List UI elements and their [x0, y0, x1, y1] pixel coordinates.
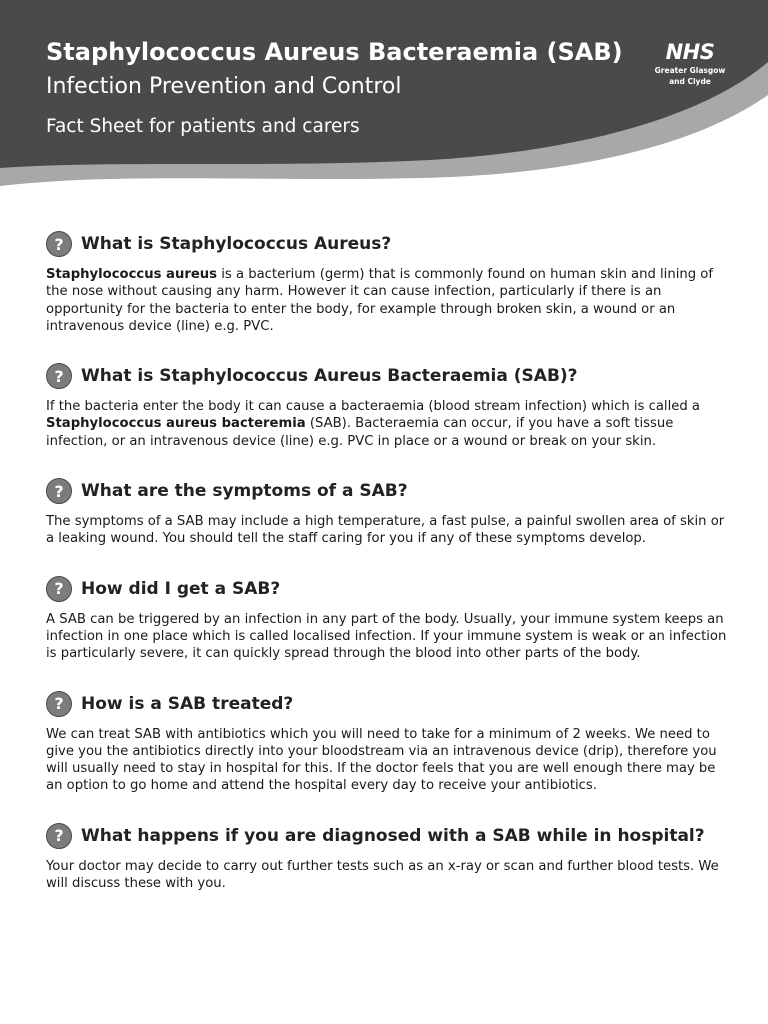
section-heading: How did I get a SAB?: [81, 578, 281, 599]
section-body: [46, 266, 736, 335]
body-text-before: If the bacteria enter the body it can cause a bacteraemia (blood stream infection) which is called a: [46, 399, 701, 415]
section-symptoms: [46, 477, 736, 548]
section-heading-row: [46, 362, 736, 390]
fact-sheet-content: [46, 230, 736, 919]
section-heading: What is Staphylococcus Aureus?: [81, 234, 392, 254]
section-heading-row: [46, 690, 736, 718]
nhs-region-line1: Greater Glasgow: [654, 66, 726, 75]
section-heading: What happens if you are diagnosed with a SAB while in hospital?: [81, 825, 705, 846]
body-text-after: (SAB). Bacteraemia can occur, if you have a soft tissue infection, or an intravenous device (line) e.g. PVC in place or a wound or break on your skin.: [46, 416, 674, 449]
document-title: Staphylococcus Aureus Bacteraemia (SAB): [46, 38, 623, 66]
question-mark-icon: ?: [46, 231, 72, 257]
question-mark-icon: ?: [46, 691, 72, 717]
nhs-region-line2: and Clyde: [669, 77, 711, 86]
fact-sheet-label: Fact Sheet for patients and carers: [46, 116, 360, 137]
section-body: A SAB can be triggered by an infection in any part of the body. Usually, your immune system keeps an infection in one place which is called localised infection. If your immune system is weak or an infection is particularly severe, it can quickly spread through the blood into other parts of the body.: [46, 611, 727, 662]
section-body: The symptoms of a SAB may include a high temperature, a fast pulse, a painful swollen area of skin or a leaking wound. You should tell the staff caring for you if any of these symptoms develop.: [46, 514, 725, 547]
section-heading: What is Staphylococcus Aureus Bacteraemia (SAB)?: [81, 366, 578, 387]
section-body: We can treat SAB with antibiotics which you will need to take for a minimum of 2 weeks. We need to give you the antibiotics directly into your bloodstream via an intravenous device (drip), therefore you will usually need to stay in hospital for this. If the doctor feels that you are well enough there may be an option to go home and attend the hospital every day to receive your antibiotics.: [46, 726, 717, 794]
question-mark-icon: ?: [46, 576, 72, 602]
question-mark-icon: ?: [46, 478, 72, 504]
bold-term: Staphylococcus aureus: [46, 267, 218, 282]
question-mark-icon: ?: [46, 363, 72, 389]
header-wave-shape: [0, 0, 768, 200]
bold-term: Staphylococcus aureus bacteremia: [46, 416, 306, 432]
section-body: [46, 398, 736, 450]
question-mark-icon: ?: [46, 823, 72, 849]
section-what-is-sab: [46, 362, 736, 450]
section-heading-row: [46, 230, 736, 258]
section-body: Your doctor may decide to carry out further tests such as an x-ray or scan and further blood tests. We will discuss these with you.: [46, 858, 719, 892]
section-diagnosed-in-hospital: [46, 822, 736, 893]
body-text: is a bacterium (germ) that is commonly found on human skin and lining of the nose without causing any harm. However it can cause infection, particularly if there is an opportunity for the bacteria to enter the body, for example through broken skin, a wound or an intravenous device (line) e.g. PVC.: [46, 267, 713, 334]
nhs-logo-mark: NHS: [665, 40, 715, 64]
section-heading: What are the symptoms of a SAB?: [81, 481, 408, 502]
section-heading-row: [46, 822, 736, 850]
section-how-did-i-get: [46, 575, 736, 663]
nhs-logo: [650, 40, 730, 86]
section-what-is-staph: [46, 230, 736, 335]
header-banner: [0, 0, 768, 200]
section-heading-row: [46, 477, 736, 505]
section-heading: How is a SAB treated?: [81, 693, 294, 714]
section-treatment: [46, 690, 736, 795]
section-heading-row: [46, 575, 736, 603]
document-subtitle: Infection Prevention and Control: [46, 74, 402, 99]
